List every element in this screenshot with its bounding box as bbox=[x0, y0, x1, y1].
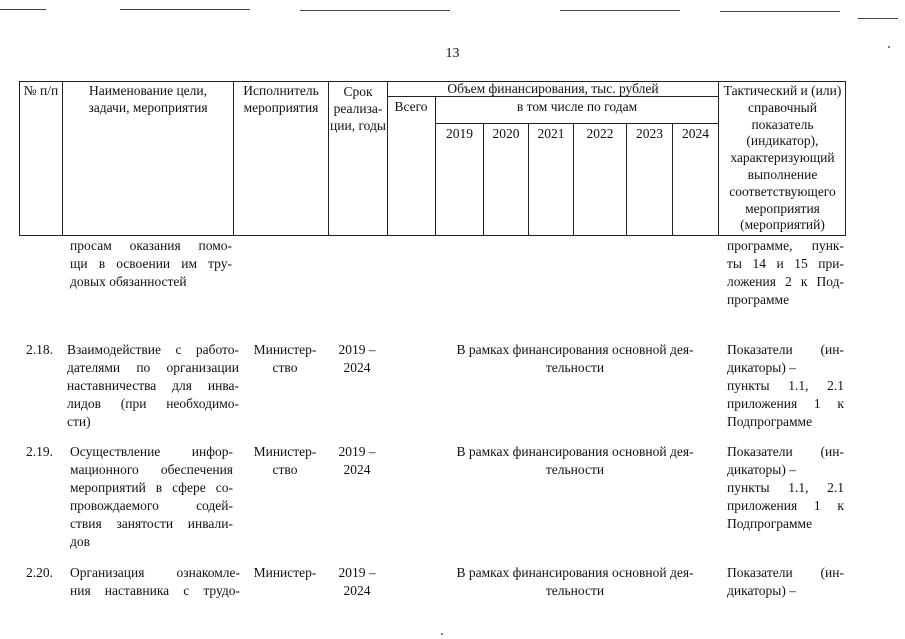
page-number: 13 bbox=[445, 46, 460, 61]
header-rule bbox=[435, 96, 436, 236]
text-line: Показатели (ин- bbox=[727, 565, 844, 580]
header-year-2021: 2021 bbox=[537, 126, 565, 141]
header-by-years: в том числе по годам bbox=[516, 99, 638, 114]
row-2-20-term bbox=[325, 564, 389, 600]
scan-edge-line bbox=[858, 18, 898, 19]
row-2-20-executor bbox=[242, 564, 328, 582]
text-line: 2019 – bbox=[338, 342, 376, 357]
text-line: просам оказания помо- bbox=[70, 238, 232, 253]
header-rule bbox=[845, 81, 846, 236]
text-line: ты 14 и 15 при- bbox=[727, 256, 844, 271]
row-2-20-indicator bbox=[727, 564, 844, 600]
scan-speck bbox=[441, 633, 443, 635]
text-line: лидов (при необходимо- bbox=[67, 396, 239, 411]
text-line: провождаемого содей- bbox=[70, 498, 233, 513]
header-year-2024: 2024 bbox=[682, 126, 709, 141]
text-line: пункты 1.1, 2.1 bbox=[727, 480, 844, 495]
header-rule bbox=[19, 81, 20, 236]
table-header bbox=[19, 81, 846, 236]
header-rule bbox=[19, 235, 846, 236]
text-line: ство bbox=[272, 462, 298, 477]
text-line: 2024 bbox=[343, 360, 371, 375]
header-rule bbox=[62, 81, 63, 236]
row-2-19-term bbox=[325, 443, 389, 479]
header-total: Всего bbox=[394, 99, 428, 114]
text-line: Министер- bbox=[253, 565, 317, 580]
header-rule bbox=[718, 81, 719, 236]
header-executor: Исполнитель мероприятия bbox=[243, 83, 319, 115]
text-line: приложения 1 к bbox=[727, 396, 844, 411]
row-2-20-funding bbox=[420, 564, 730, 600]
text-line: Организация ознакомле- bbox=[70, 565, 240, 580]
header-year-2022: 2022 bbox=[586, 126, 614, 141]
text-line: Министер- bbox=[253, 342, 317, 357]
text-line: тельности bbox=[545, 583, 605, 598]
header-funding: Объем финансирования, тыс. рублей bbox=[447, 81, 659, 96]
text-line: пункты 1.1, 2.1 bbox=[727, 378, 844, 393]
text-line: ложения 2 к Под- bbox=[727, 274, 844, 289]
text-line: наставничества для инва- bbox=[67, 378, 239, 393]
header-year-2020: 2020 bbox=[492, 126, 520, 141]
text-line: 2019 – bbox=[338, 565, 376, 580]
row-2-18-num: 2.18. bbox=[26, 342, 53, 357]
text-line: программе bbox=[727, 292, 790, 307]
text-line: сти) bbox=[67, 414, 91, 429]
text-line: дикаторы) – bbox=[727, 360, 797, 375]
header-num: № п/п bbox=[23, 83, 59, 98]
text-line: Министер- bbox=[253, 444, 317, 459]
row-2-19-funding bbox=[420, 443, 730, 479]
text-line: дикаторы) – bbox=[727, 462, 797, 477]
scan-edge-line bbox=[0, 9, 46, 10]
scan-edge-line bbox=[560, 10, 680, 11]
text-line: ство bbox=[272, 360, 298, 375]
row-2-19-name bbox=[70, 443, 233, 551]
text-line: 2024 bbox=[343, 462, 371, 477]
text-line: ния наставника с трудо- bbox=[70, 583, 240, 598]
text-line: приложения 1 к bbox=[727, 498, 844, 513]
text-line: В рамках финансирования основной дея- bbox=[456, 565, 694, 580]
header-year-2019: 2019 bbox=[446, 126, 473, 141]
text-line: дикаторы) – bbox=[727, 583, 797, 598]
continuation-indicator bbox=[727, 237, 844, 309]
row-2-18-name bbox=[67, 341, 239, 431]
row-2-18-term bbox=[325, 341, 389, 377]
continuation-name bbox=[70, 237, 232, 291]
text-line: довых обязанностей bbox=[70, 274, 187, 289]
header-rule bbox=[233, 81, 234, 236]
text-line: дов bbox=[70, 534, 90, 549]
text-line: В рамках финансирования основной дея- bbox=[456, 342, 694, 357]
row-2-19-num: 2.19. bbox=[26, 444, 53, 459]
text-line: Осуществление инфор- bbox=[70, 444, 233, 459]
text-line: тельности bbox=[545, 462, 605, 477]
row-2-20-name bbox=[70, 564, 240, 600]
scan-edge-line bbox=[300, 10, 450, 11]
text-line: Взаимодействие с работо- bbox=[67, 342, 239, 357]
text-line: тельности bbox=[545, 360, 605, 375]
header-year-2023: 2023 bbox=[636, 126, 663, 141]
scan-edge-line bbox=[720, 11, 840, 12]
text-line: Подпрограмме bbox=[727, 516, 813, 531]
text-line: 2019 – bbox=[338, 444, 376, 459]
text-line: В рамках финансирования основной дея- bbox=[456, 444, 694, 459]
text-line: щи в освоении им тру- bbox=[70, 256, 232, 271]
text-line: дателями по организации bbox=[67, 360, 239, 375]
header-name: Наименование цели, задачи, мероприятия bbox=[88, 83, 208, 115]
text-line: 2024 bbox=[343, 583, 371, 598]
row-2-20-num: 2.20. bbox=[26, 565, 53, 580]
row-2-18-indicator bbox=[727, 341, 844, 431]
text-line: мероприятий в сфере со- bbox=[70, 480, 233, 495]
row-2-19-executor bbox=[238, 443, 332, 479]
header-rule bbox=[328, 81, 329, 236]
text-line: программе, пунк- bbox=[727, 238, 844, 253]
header-rule bbox=[435, 123, 718, 124]
row-2-18-funding bbox=[420, 341, 730, 377]
text-line: Показатели (ин- bbox=[727, 342, 844, 357]
header-term: Срок реализа-ции, годы bbox=[330, 84, 386, 133]
scan-edge-line bbox=[120, 9, 250, 10]
header-indicator: Тактический и (или) справочный показатель (индикатор), характеризующий выполнение соответствующего мероприятия (мероприятий) bbox=[723, 83, 842, 233]
text-line: Подпрограмме bbox=[727, 414, 813, 429]
text-line: ствия занятости инвали- bbox=[70, 516, 233, 531]
row-2-18-executor bbox=[238, 341, 332, 377]
text-line: Показатели (ин- bbox=[727, 444, 844, 459]
row-2-19-indicator bbox=[727, 443, 844, 533]
text-line: мационного обеспечения bbox=[70, 462, 233, 477]
